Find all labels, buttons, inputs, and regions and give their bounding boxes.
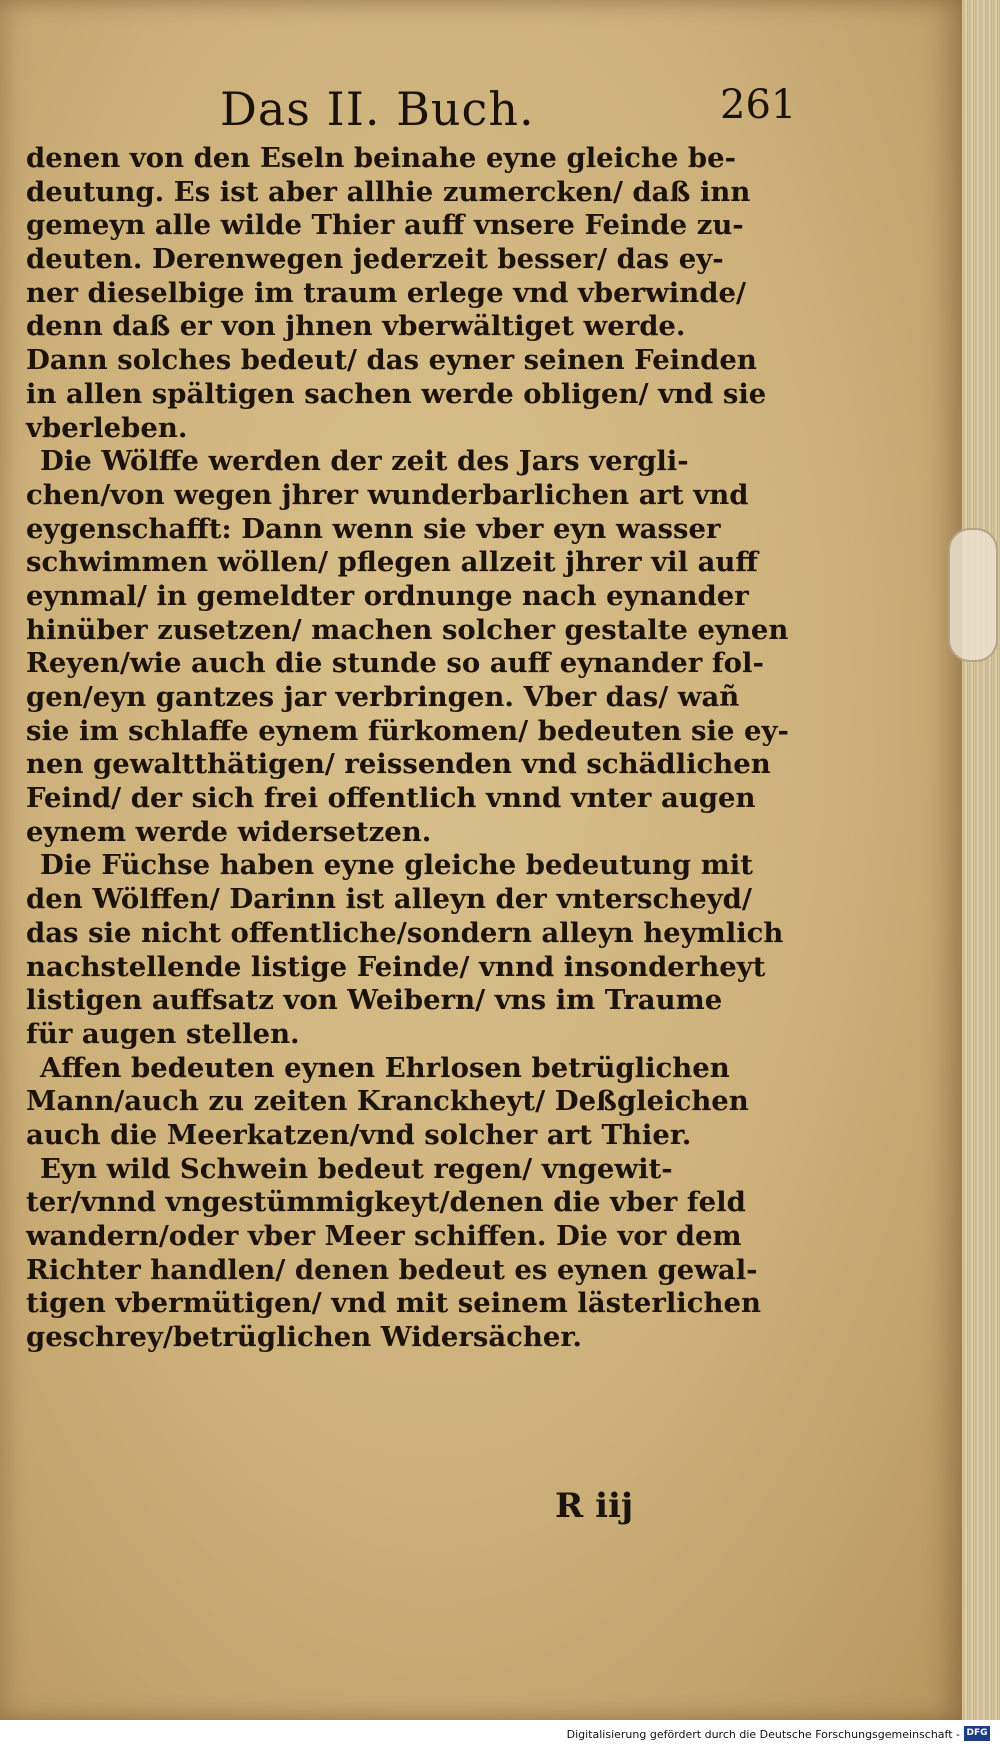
text-line: geschrey/betrüglichen Widersächer. <box>26 1321 582 1354</box>
text-line: ter/vnnd vngestümmigkeyt/denen die vber feld <box>26 1186 746 1219</box>
page-fore-edge <box>962 0 1000 1720</box>
page-clip <box>948 528 998 662</box>
text-line: Reyen/wie auch die stunde so auff eynander fol- <box>26 647 764 680</box>
page-number: 261 <box>720 82 797 128</box>
paragraph-start: Die Wölffe werden der zeit des Jars vergli- <box>40 445 689 478</box>
text-line: gemeyn alle wilde Thier auff vnsere Feinde zu- <box>26 209 744 242</box>
running-head: Das II. Buch. <box>220 82 535 136</box>
text-line: eygenschafft: Dann wenn sie vber eyn wasser <box>26 512 721 545</box>
text-line: deutung. Es ist aber allhie zumercken/ daß inn <box>26 175 751 208</box>
text-line: für augen stellen. <box>26 1017 300 1050</box>
text-line: tigen vbermütigen/ vnd mit seinem lästerlichen <box>26 1287 761 1320</box>
digitization-credit: Digitalisierung gefördert durch die Deutsche Forschungsgemeinschaft - <box>566 1728 960 1741</box>
text-line: sie im schlaffe eynem fürkomen/ bedeuten sie ey- <box>26 714 789 747</box>
text-line: wandern/oder vber Meer schiffen. Die vor dem <box>26 1220 742 1252</box>
text-line: chen/von wegen jhrer wunderbarlichen art vnd <box>26 478 749 511</box>
text-line: hinüber zusetzen/ machen solcher gestalte eynen <box>26 613 789 646</box>
paragraph-start: Affen bedeuten eynen Ehrlosen betrüglichen <box>40 1051 730 1084</box>
text-line: eynmal/ in gemeldter ordnunge nach eynander <box>26 579 749 612</box>
dfg-logo: DFG <box>964 1726 990 1741</box>
text-line: nachstellende listige Feinde/ vnnd insonderheyt <box>26 950 766 983</box>
page-header <box>200 82 800 142</box>
text-line: schwimmen wöllen/ pflegen allzeit jhrer vil auff <box>26 546 758 579</box>
text-line: gen/eyn gantzes jar verbringen. Vber das/ wañ <box>26 681 740 713</box>
text-line: denn daß er von jhnen vberwältiget werde. <box>26 310 686 343</box>
text-line: in allen spältigen sachen werde obligen/ vnd sie <box>26 377 767 410</box>
text-line: auch die Meerkatzen/vnd solcher art Thier. <box>26 1118 692 1151</box>
text-line: das sie nicht offentliche/sondern alleyn heymlich <box>26 916 784 949</box>
text-line: ner dieselbige im traum erlege vnd vberwinde/ <box>26 276 746 309</box>
paragraph-start: Eyn wild Schwein bedeut regen/ vngewit- <box>40 1152 673 1185</box>
text-line: Dann solches bedeut/ das eyner seinen Feinden <box>26 344 757 377</box>
body-text <box>26 142 816 1355</box>
text-line: Feind/ der sich frei offentlich vnnd vnter augen <box>26 782 756 815</box>
text-line: eynem werde widersetzen. <box>26 815 432 848</box>
text-line: Mann/auch zu zeiten Kranckheyt/ Deßgleichen <box>26 1085 749 1118</box>
text-line: deuten. Derenwegen jederzeit besser/ das ey- <box>26 243 724 276</box>
text-line: listigen auffsatz von Weibern/ vns im Traume <box>26 984 723 1017</box>
paragraph-start: Die Füchse haben eyne gleiche bedeutung mit <box>40 849 753 882</box>
catchword: R iij <box>555 1486 634 1526</box>
text-line: denen von den Eseln beinahe eyne gleiche be- <box>26 142 737 174</box>
text-line: den Wölffen/ Darinn ist alleyn der vnterscheyd/ <box>26 883 752 916</box>
text-line: vberleben. <box>26 411 188 444</box>
text-line: nen gewaltthätigen/ reissenden vnd schädlichen <box>26 748 771 781</box>
text-line: Richter handlen/ denen bedeut es eynen gewal- <box>26 1253 758 1286</box>
